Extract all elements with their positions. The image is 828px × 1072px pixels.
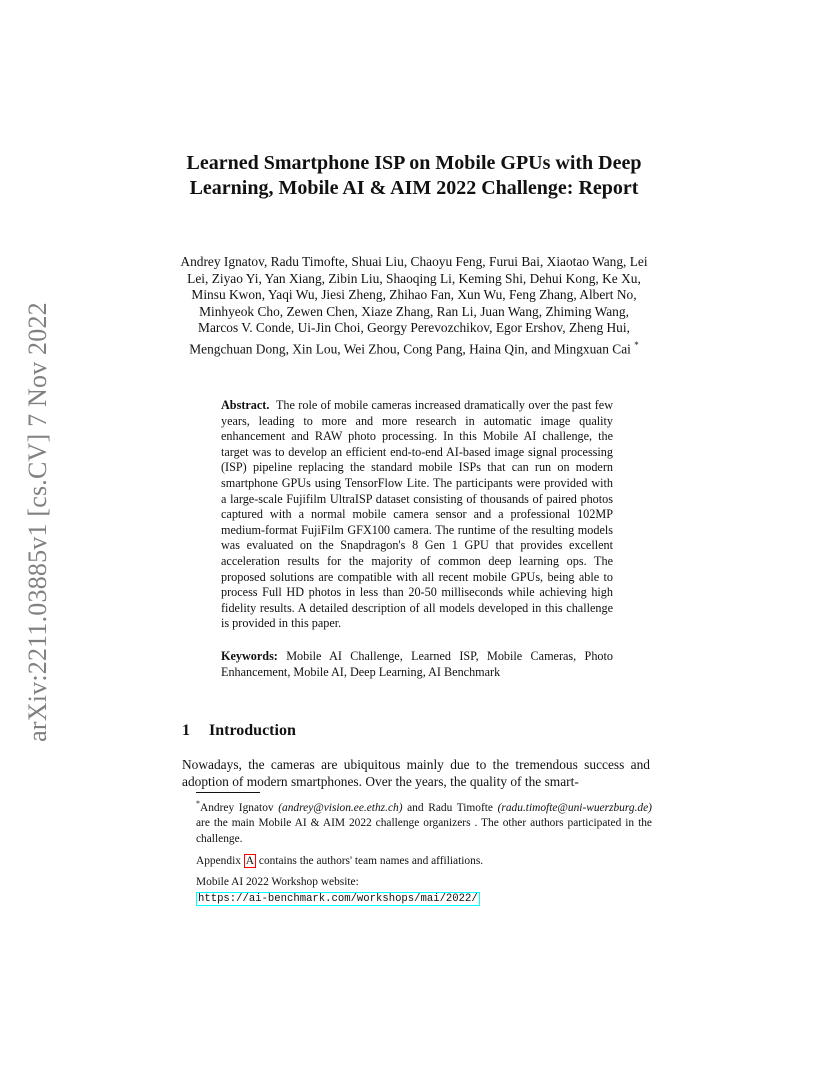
keywords — [221, 649, 613, 680]
appendix-link[interactable]: A — [245, 854, 255, 867]
abstract-text: The role of mobile cameras increased dramatically over the past few years, leading to more and more research in automatic image quality enhancement and RAW photo processing. In this Mobile AI challenge, the target was to develop an efficient end-to-end AI-based image signal processing (ISP) pipeline replacing the standard mobile ISPs that can run on modern smartphone GPUs using TensorFlow Lite. The participants were provided with a large-scale Fujifilm UltraISP dataset consisting of thousands of paired photos captured with a normal mobile camera sensor and a professional 102MP medium-format FujiFilm GFX100 camera. The runtime of the resulting models was evaluated on the Snapdragon's 8 Gen 1 GPU that provides excellent acceleration results for the majority of common deep learning ops. The proposed solutions are compatible with all recent mobile GPUs, being able to process Full HD photos in less than 20-50 milliseconds while achieving high fidelity results. A detailed description of all models developed in this challenge is provided in this paper. — [221, 398, 614, 631]
section-number: 1 — [182, 722, 190, 739]
abstract — [221, 398, 613, 632]
footnote-website — [196, 875, 652, 907]
organizer-name-1: Andrey Ignatov — [200, 801, 274, 814]
appendix-prefix: Appendix — [196, 854, 241, 867]
introduction-paragraph: Nowadays, the cameras are ubiquitous mainly due to the tremendous success and adoption of modern smartphones. Over the years, the quality of the smart- — [182, 757, 650, 789]
keywords-label: Keywords: — [221, 649, 278, 663]
website-link[interactable]: https://ai-benchmark.com/workshops/mai/2022/ — [198, 892, 478, 905]
footnote-organizers — [196, 796, 652, 848]
organizer-rest: are the main Mobile AI & AIM 2022 challenge organizers . The other authors participated in the challenge. — [196, 817, 652, 845]
section-title: Introduction — [209, 722, 296, 739]
footnote-rule — [196, 792, 260, 793]
website-label: Mobile AI 2022 Workshop website: — [196, 876, 359, 889]
organizer-email-1: (andrey@vision.ee.ethz.ch) — [278, 801, 403, 814]
organizer-name-2: Radu Timofte — [428, 801, 493, 814]
keywords-text: Mobile AI Challenge, Learned ISP, Mobile Cameras, Photo Enhancement, Mobile AI, Deep Learning, AI Benchmark — [221, 649, 613, 679]
footnote-appendix — [196, 854, 652, 870]
author-list — [180, 254, 648, 357]
section-heading-introduction — [182, 722, 296, 740]
footnote-mark: * — [196, 799, 200, 808]
author-names: Andrey Ignatov, Radu Timofte, Shuai Liu, Chaoyu Feng, Furui Bai, Xiaotao Wang, Lei Lei, Ziyao Yi, Yan Xiang, Zibin Liu, Shaoqing Li, Keming Shi, Dehui Kong, Ke Xu, Minsu Kwon, Yaqi Wu, Jiesi Zheng, Zhihao Fan, Xun Wu, Feng Zhang, Albert No, Minhyeok Cho, Zewen Chen, Xiaze Zhang, Ran Li, Juan Wang, Zhiming Wang, Marcos V. Conde, Ui-Jin Choi, Georgy Perevozchikov, Egor Ershov, Zheng Hui, Mengchuan Dong, Xin Lou, Wei Zhou, Cong Pang, Haina Qin, and Mingxuan Cai — [180, 254, 648, 356]
organizer-email-2: (radu.timofte@uni-wuerzburg.de) — [497, 801, 652, 814]
paper-title: Learned Smartphone ISP on Mobile GPUs with Deep Learning, Mobile AI & AIM 2022 Challenge: Report — [186, 152, 642, 199]
arxiv-sidebar-identifier — [20, 288, 56, 756]
author-footnote-mark: * — [634, 339, 639, 350]
footnotes — [196, 796, 652, 907]
organizer-joiner: and — [407, 801, 424, 814]
abstract-label: Abstract. — [221, 398, 270, 412]
arxiv-id-text: arXiv:2211.03885v1 [cs.CV] 7 Nov 2022 — [23, 302, 52, 742]
appendix-suffix: contains the authors' team names and affiliations. — [258, 854, 484, 867]
